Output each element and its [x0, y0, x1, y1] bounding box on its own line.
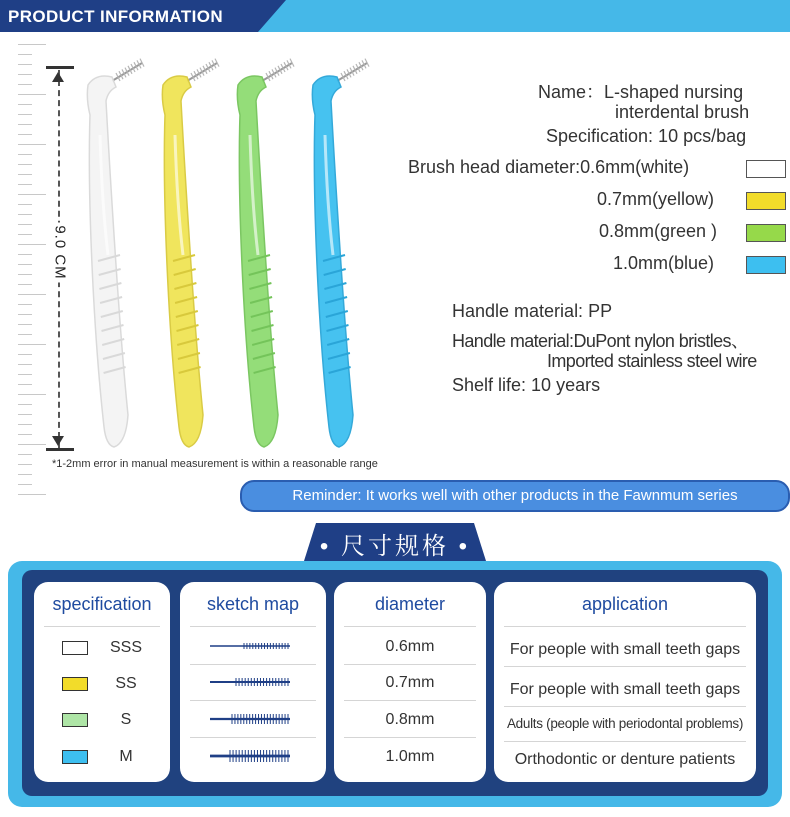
ruler — [18, 44, 46, 494]
ruler-tick — [18, 214, 32, 215]
section-title: • 尺寸规格 • — [319, 533, 471, 560]
divider — [504, 706, 746, 707]
divider — [504, 626, 746, 627]
brush — [162, 59, 219, 447]
ruler-tick — [18, 154, 32, 155]
sketch-brush — [210, 638, 300, 654]
page-title: PRODUCT INFORMATION — [8, 7, 224, 26]
ruler-tick — [18, 284, 32, 285]
ruler-tick — [18, 124, 32, 125]
ruler-tick — [18, 414, 32, 415]
divider — [190, 626, 316, 627]
ruler-tick — [18, 184, 32, 185]
divider — [44, 626, 160, 627]
ruler-tick — [18, 464, 32, 465]
row-swatch — [62, 677, 88, 691]
sketch-brush — [210, 674, 300, 690]
ruler-tick — [18, 254, 32, 255]
ruler-tick — [18, 384, 32, 385]
ruler-tick — [18, 104, 32, 105]
row-code: M — [119, 748, 133, 765]
ruler-tick — [18, 374, 32, 375]
ruler-tick — [18, 54, 32, 55]
ruler-tick — [18, 234, 32, 235]
brush-handle — [237, 76, 278, 447]
shelf-life: Shelf life: 10 years — [452, 375, 601, 395]
divider — [190, 700, 316, 701]
divider — [344, 626, 476, 627]
header-sketch-map: sketch map — [206, 594, 300, 614]
diameter-white: Brush head diameter:0.6mm(white) — [408, 157, 690, 177]
swatch-green — [746, 224, 786, 242]
swatch-blue — [746, 256, 786, 274]
arrow-up-icon — [52, 72, 64, 82]
ruler-tick — [18, 474, 32, 475]
divider — [190, 664, 316, 665]
ruler-tick — [18, 394, 46, 395]
ruler-tick — [18, 194, 46, 195]
ruler-tick — [18, 144, 46, 145]
product-name: Name：L-shaped nursing — [538, 82, 744, 102]
ruler-tick — [18, 334, 32, 335]
handle-material: Handle material: PP — [452, 301, 613, 321]
header-application: application — [581, 594, 669, 614]
row-code: S — [120, 711, 132, 728]
brush-handle — [312, 76, 353, 447]
row-application: Adults (people with periodontal problems) — [506, 716, 744, 731]
diameter-yellow: 0.7mm(yellow) — [597, 189, 715, 209]
row-swatch — [62, 750, 88, 764]
ruler-tick — [18, 114, 32, 115]
ruler-tick — [18, 404, 32, 405]
row-application: For people with small teeth gaps — [509, 681, 741, 698]
divider — [504, 666, 746, 667]
diameter-blue: 1.0mm(blue) — [613, 253, 715, 273]
row-application: Orthodontic or denture patients — [514, 751, 736, 768]
measure-label: 9.0 CM — [52, 223, 69, 283]
sketch-brush — [210, 746, 300, 766]
row-code: SS — [115, 675, 137, 692]
ruler-tick — [18, 44, 46, 45]
brush-bristle — [140, 59, 144, 67]
divider — [344, 737, 476, 738]
ruler-tick — [18, 264, 32, 265]
ruler-tick — [18, 204, 32, 205]
row-swatch — [62, 641, 88, 655]
ruler-tick — [18, 134, 32, 135]
sketch-brush — [210, 710, 300, 728]
ruler-tick — [18, 74, 32, 75]
ruler-tick — [18, 494, 46, 495]
brush — [312, 59, 369, 447]
ruler-tick — [18, 274, 32, 275]
divider — [344, 664, 476, 665]
row-diameter: 0.7mm — [385, 674, 435, 691]
ruler-tick — [18, 84, 32, 85]
ruler-tick — [18, 434, 32, 435]
row-code: SSS — [109, 639, 142, 656]
brush-illustrations — [70, 55, 390, 450]
brush-handle — [162, 76, 203, 447]
ruler-tick — [18, 454, 32, 455]
row-diameter: 1.0mm — [385, 748, 435, 765]
ruler-tick — [18, 424, 32, 425]
arrow-down-icon — [52, 436, 64, 446]
ruler-tick — [18, 164, 32, 165]
ruler-tick — [18, 324, 32, 325]
ruler-tick — [18, 94, 46, 95]
swatch-yellow — [746, 192, 786, 210]
product-specification: Specification: 10 pcs/bag — [546, 126, 747, 146]
ruler-tick — [18, 314, 32, 315]
row-diameter: 0.6mm — [385, 638, 435, 655]
row-diameter: 0.8mm — [385, 711, 435, 728]
ruler-tick — [18, 64, 32, 65]
ruler-tick — [18, 364, 32, 365]
ruler-tick — [18, 354, 32, 355]
brush-handle — [87, 76, 128, 447]
brush-bristle — [215, 59, 219, 67]
brush-bristle — [365, 59, 369, 67]
brush-bristle — [290, 59, 294, 67]
swatch-white — [746, 160, 786, 178]
bristle-material-cont: Imported stainless steel wire — [547, 351, 757, 371]
brush — [87, 59, 144, 447]
ruler-tick — [18, 174, 32, 175]
header-specification: specification — [52, 594, 152, 614]
ruler-tick — [18, 304, 32, 305]
row-swatch — [62, 713, 88, 727]
ruler-tick — [18, 484, 32, 485]
header-diameter: diameter — [374, 594, 446, 614]
measurement-note: *1-2mm error in manual measurement is within a reasonable range — [52, 458, 378, 470]
bristle-material: Handle material:DuPont nylon bristles、 — [452, 331, 749, 351]
divider — [344, 700, 476, 701]
divider — [190, 737, 316, 738]
brush — [237, 59, 294, 447]
ruler-tick — [18, 224, 32, 225]
reminder-banner: Reminder: It works well with other products in the Fawnmum series — [240, 480, 790, 512]
ruler-tick — [18, 444, 46, 445]
product-name-cont: interdental brush — [615, 102, 750, 122]
divider — [504, 741, 746, 742]
diameter-green: 0.8mm(green ) — [599, 221, 718, 241]
row-application: For people with small teeth gaps — [509, 641, 741, 658]
ruler-tick — [18, 244, 46, 245]
ruler-tick — [18, 294, 46, 295]
ruler-tick — [18, 344, 46, 345]
